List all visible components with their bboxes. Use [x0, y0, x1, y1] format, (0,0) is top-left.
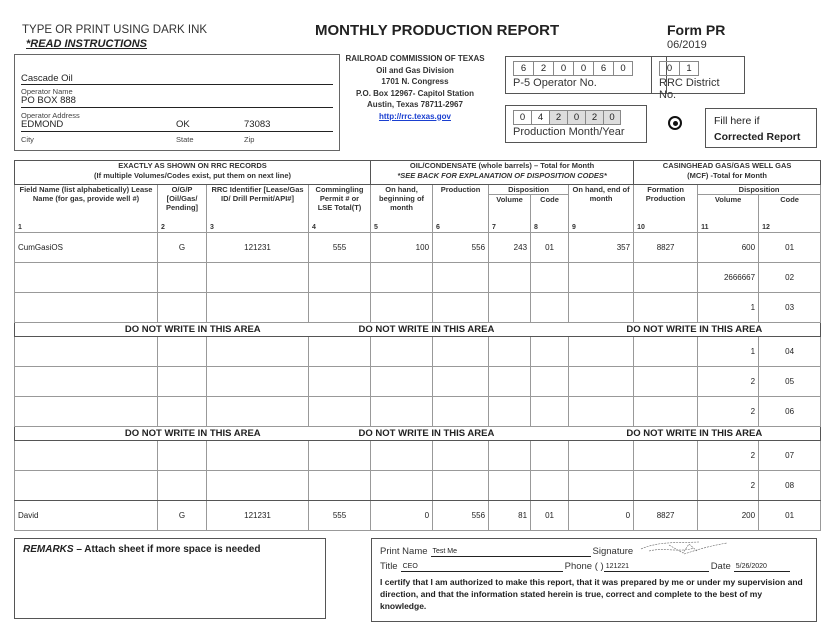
gas-disp-code-cell[interactable]: 02 [759, 263, 821, 293]
oil-disp-volume-cell[interactable] [489, 367, 531, 397]
ink-instruction: TYPE OR PRINT USING DARK INK [22, 24, 208, 36]
p5-operator-digits[interactable] [513, 61, 661, 76]
table-row [15, 233, 821, 263]
rrc-identifier-cell[interactable] [207, 293, 309, 323]
city-field[interactable]: EDMOND [21, 119, 64, 130]
col-number: 5 [374, 224, 378, 231]
form-date: 06/2019 [667, 39, 707, 51]
oil-disp-code-cell[interactable] [531, 337, 569, 367]
oil-on-hand-begin-cell[interactable] [371, 397, 433, 427]
print-name-field[interactable]: Test Me [431, 546, 591, 557]
remarks-note: – Attach sheet if more space is needed [73, 544, 261, 555]
ogp-cell[interactable] [158, 293, 207, 323]
gas-disp-code-cell[interactable]: 07 [759, 441, 821, 471]
remarks-label: REMARKS [23, 544, 74, 555]
table-row [15, 293, 821, 323]
gas-formation-production-cell[interactable]: 8827 [634, 233, 698, 263]
gas-formation-production-cell[interactable] [634, 367, 698, 397]
digit-cell[interactable]: 0 [567, 110, 585, 125]
zip-label: Zip [244, 135, 255, 144]
state-field[interactable]: OK [176, 119, 190, 130]
gas-disp-volume-cell[interactable]: 2 [698, 471, 759, 501]
ogp-cell[interactable]: G [158, 501, 207, 531]
gas-disp-volume-cell[interactable]: 600 [698, 233, 759, 263]
corrected-report-box [705, 108, 817, 148]
col-number: 10 [637, 224, 645, 231]
gas-disp-volume-cell[interactable]: 200 [698, 501, 759, 531]
do-not-write-label: DO NOT WRITE IN THIS AREA [15, 323, 371, 337]
ogp-cell[interactable] [158, 337, 207, 367]
group-header-gas [634, 161, 821, 185]
rrc-identifier-cell[interactable] [207, 441, 309, 471]
ogp-cell[interactable]: G [158, 233, 207, 263]
commingling-permit-cell[interactable] [309, 397, 371, 427]
col-header-7 [489, 195, 531, 233]
col-label: O/G/P [Oil/Gas/ Pending] [165, 185, 199, 212]
oil-disp-code-cell[interactable]: 01 [531, 233, 569, 263]
field-name-cell[interactable] [15, 397, 158, 427]
gas-formation-production-cell[interactable] [634, 397, 698, 427]
remarks-box[interactable] [14, 538, 326, 619]
agency-address [340, 53, 490, 122]
col-header-10 [634, 185, 698, 233]
do-not-write-label: DO NOT WRITE IN THIS AREA [569, 323, 821, 337]
do-not-write-label: DO NOT WRITE IN THIS AREA [15, 427, 371, 441]
oil-production-cell[interactable] [433, 367, 489, 397]
agency-city: Austin, Texas 78711-2967 [367, 100, 463, 109]
digit-cell[interactable]: 2 [549, 110, 567, 125]
commingling-permit-cell[interactable] [309, 441, 371, 471]
agency-website-link[interactable]: http://rrc.texas.gov [378, 111, 451, 121]
ogp-cell[interactable] [158, 263, 207, 293]
digit-cell[interactable]: 0 [513, 110, 531, 125]
digit-cell[interactable]: 1 [679, 61, 699, 76]
district-box [651, 56, 745, 101]
col-header-3 [207, 185, 309, 233]
col-label: On hand, beginning of month [379, 185, 425, 212]
field-name-cell[interactable] [15, 471, 158, 501]
gas-disp-code-cell[interactable]: 01 [759, 233, 821, 263]
digit-cell[interactable]: 0 [573, 61, 593, 76]
rrc-identifier-cell[interactable]: 121231 [207, 501, 309, 531]
col-number: 6 [436, 224, 440, 231]
certification-box [371, 538, 817, 622]
oil-production-cell[interactable] [433, 441, 489, 471]
oil-disp-code-cell[interactable] [531, 367, 569, 397]
commingling-permit-cell[interactable] [309, 293, 371, 323]
do-not-write-row [15, 323, 821, 337]
group-oil-title: OIL/CONDENSATE (whole barrels) – Total for Month [409, 161, 595, 170]
read-instructions-link[interactable]: *READ INSTRUCTIONS [26, 38, 148, 50]
oil-on-hand-end-cell[interactable] [569, 471, 634, 501]
oil-disp-volume-cell[interactable]: 81 [489, 501, 531, 531]
oil-disp-volume-cell[interactable]: 243 [489, 233, 531, 263]
col-header-11 [698, 195, 759, 233]
col-number: 2 [161, 224, 165, 231]
group-rrc-title: EXACTLY AS SHOWN ON RRC RECORDS [118, 161, 267, 170]
district-digits[interactable] [659, 61, 739, 76]
gas-formation-production-cell[interactable] [634, 441, 698, 471]
gas-disp-code-cell[interactable]: 08 [759, 471, 821, 501]
oil-disposition-header: Disposition [489, 185, 569, 195]
agency-po-box: P.O. Box 12967- Capitol Station [355, 88, 475, 98]
gas-disp-code-cell[interactable]: 05 [759, 367, 821, 397]
operator-address-field[interactable]: PO BOX 888 [21, 95, 76, 106]
production-table [14, 160, 821, 531]
title-label: Title [380, 561, 398, 572]
rrc-identifier-cell[interactable] [207, 263, 309, 293]
divider [21, 107, 333, 108]
divider [21, 131, 333, 132]
oil-on-hand-begin-cell[interactable] [371, 337, 433, 367]
field-name-cell[interactable]: CumGasiOS [15, 233, 158, 263]
group-header-oil [371, 161, 634, 185]
city-label: City [21, 135, 34, 144]
oil-on-hand-end-cell[interactable] [569, 263, 634, 293]
gas-disp-code-cell[interactable]: 03 [759, 293, 821, 323]
col-label: On hand, end of month [572, 185, 630, 203]
rrc-identifier-cell[interactable] [207, 367, 309, 397]
col-number: 1 [18, 224, 22, 231]
ogp-cell[interactable] [158, 367, 207, 397]
page-title: MONTHLY PRODUCTION REPORT [315, 22, 560, 39]
col-number: 3 [210, 224, 214, 231]
col-number: 8 [534, 224, 538, 231]
date-field[interactable]: 5/26/2020 [734, 561, 790, 572]
digit-cell[interactable]: 0 [553, 61, 573, 76]
gas-disp-code-cell[interactable]: 06 [759, 397, 821, 427]
do-not-write-label: DO NOT WRITE IN THIS AREA [569, 427, 821, 441]
group-rrc-subtitle: (If multiple Volumes/Codes exist, put them on next line) [94, 171, 291, 180]
oil-production-cell[interactable] [433, 397, 489, 427]
group-gas-subtitle: (MCF) -Total for Month [687, 171, 768, 180]
oil-on-hand-begin-cell[interactable] [371, 367, 433, 397]
operator-info-box [14, 54, 340, 151]
field-name-cell[interactable] [15, 293, 158, 323]
corrected-report-radio[interactable] [668, 116, 682, 130]
ogp-cell[interactable] [158, 441, 207, 471]
oil-on-hand-end-cell[interactable]: 357 [569, 233, 634, 263]
col-label: Code [540, 195, 559, 204]
oil-production-cell[interactable] [433, 337, 489, 367]
group-header-rrc [15, 161, 371, 185]
col-label: Volume [714, 195, 742, 204]
date-label: Date [710, 561, 731, 572]
corrected-line1: Fill here if [714, 115, 760, 127]
col-label: Formation Production [645, 185, 686, 203]
rrc-identifier-cell[interactable] [207, 471, 309, 501]
p5-operator-label: P-5 Operator No. [513, 77, 597, 89]
certification-statement: I certify that I am authorized to make this report, that it was prepared by me or under my supervision and direction, and that the information stated herein is true, correct and complete to the best of my knowledge. [380, 577, 803, 611]
district-label: RRC District No. [659, 77, 720, 101]
col-header-1 [15, 185, 158, 233]
oil-disp-volume-cell[interactable] [489, 471, 531, 501]
agency-name: RAILROAD COMMISSION OF TEXAS [345, 54, 485, 63]
table-row [15, 367, 821, 397]
col-label: RRC Identifier [Lease/Gas ID/ Drill Permit/API#] [211, 185, 304, 203]
gas-disp-volume-cell[interactable]: 2 [698, 397, 759, 427]
gas-disp-volume-cell[interactable]: 2 [698, 367, 759, 397]
oil-production-cell[interactable] [433, 293, 489, 323]
gas-formation-production-cell[interactable] [634, 337, 698, 367]
col-header-8 [531, 195, 569, 233]
oil-disp-volume-cell[interactable] [489, 337, 531, 367]
phone-field[interactable]: 121221 [604, 561, 709, 572]
gas-formation-production-cell[interactable] [634, 471, 698, 501]
commingling-permit-cell[interactable] [309, 337, 371, 367]
group-gas-title: CASINGHEAD GAS/GAS WELL GAS [662, 161, 792, 170]
commingling-permit-cell[interactable]: 555 [309, 233, 371, 263]
form-name: Form PR [667, 22, 726, 38]
col-number: 12 [762, 224, 770, 231]
oil-production-cell[interactable]: 556 [433, 233, 489, 263]
gas-formation-production-cell[interactable] [634, 263, 698, 293]
table-row [15, 471, 821, 501]
zip-field[interactable]: 73083 [244, 119, 271, 130]
col-header-4 [309, 185, 371, 233]
table-row [15, 263, 821, 293]
table-row [15, 337, 821, 367]
production-month-box [505, 105, 647, 143]
signature-scribble-icon[interactable] [639, 539, 729, 557]
gas-disp-volume-cell[interactable]: 1 [698, 337, 759, 367]
col-number: 11 [701, 224, 709, 231]
field-name-cell[interactable] [15, 441, 158, 471]
table-row [15, 441, 821, 471]
field-name-cell[interactable] [15, 337, 158, 367]
operator-address-label: Operator Address [21, 111, 80, 120]
oil-on-hand-end-cell[interactable] [569, 441, 634, 471]
oil-disp-code-cell[interactable]: 01 [531, 501, 569, 531]
print-name-label: Print Name [380, 546, 428, 557]
commingling-permit-cell[interactable] [309, 263, 371, 293]
gas-formation-production-cell[interactable]: 8827 [634, 501, 698, 531]
oil-disp-code-cell[interactable] [531, 441, 569, 471]
production-month-digits[interactable] [513, 110, 641, 125]
gas-disposition-header: Disposition [698, 185, 821, 195]
commingling-permit-cell[interactable] [309, 367, 371, 397]
oil-on-hand-end-cell[interactable] [569, 337, 634, 367]
oil-on-hand-begin-cell[interactable] [371, 441, 433, 471]
oil-disp-code-cell[interactable] [531, 293, 569, 323]
do-not-write-label: DO NOT WRITE IN THIS AREA [371, 323, 569, 337]
gas-disp-volume-cell[interactable]: 2666667 [698, 263, 759, 293]
oil-on-hand-begin-cell[interactable] [371, 471, 433, 501]
rrc-identifier-cell[interactable] [207, 397, 309, 427]
p5-operator-box [505, 56, 667, 94]
oil-disp-volume-cell[interactable] [489, 441, 531, 471]
col-label: Commingling Permit # or LSE Total(T) [315, 185, 364, 212]
digit-cell[interactable]: 4 [531, 110, 549, 125]
col-header-12 [759, 195, 821, 233]
oil-on-hand-end-cell[interactable]: 0 [569, 501, 634, 531]
oil-disp-volume-cell[interactable] [489, 397, 531, 427]
do-not-write-row [15, 427, 821, 441]
digit-cell[interactable]: 0 [603, 110, 621, 125]
gas-formation-production-cell[interactable] [634, 293, 698, 323]
digit-cell[interactable]: 6 [593, 61, 613, 76]
oil-on-hand-end-cell[interactable] [569, 367, 634, 397]
digit-cell[interactable]: 2 [533, 61, 553, 76]
digit-cell[interactable]: 2 [585, 110, 603, 125]
commingling-permit-cell[interactable] [309, 471, 371, 501]
gas-disp-code-cell[interactable]: 01 [759, 501, 821, 531]
agency-street: 1701 N. Congress [381, 77, 449, 86]
digit-cell[interactable]: 6 [513, 61, 533, 76]
table-row [15, 501, 821, 531]
oil-on-hand-begin-cell[interactable] [371, 293, 433, 323]
gas-disp-volume-cell[interactable]: 2 [698, 441, 759, 471]
oil-on-hand-begin-cell[interactable]: 100 [371, 233, 433, 263]
col-number: 7 [492, 224, 496, 231]
oil-disp-code-cell[interactable] [531, 263, 569, 293]
col-label: Production [440, 185, 481, 194]
col-header-6 [433, 185, 489, 233]
oil-on-hand-begin-cell[interactable] [371, 263, 433, 293]
oil-on-hand-begin-cell[interactable]: 0 [371, 501, 433, 531]
field-name-cell[interactable] [15, 367, 158, 397]
ogp-cell[interactable] [158, 471, 207, 501]
col-header-5 [371, 185, 433, 233]
oil-production-cell[interactable] [433, 471, 489, 501]
digit-cell[interactable]: 0 [659, 61, 679, 76]
col-number: 4 [312, 224, 316, 231]
gas-disp-code-cell[interactable]: 04 [759, 337, 821, 367]
oil-disp-code-cell[interactable] [531, 397, 569, 427]
col-label: Volume [496, 195, 523, 204]
do-not-write-label: DO NOT WRITE IN THIS AREA [371, 427, 569, 441]
group-oil-subtitle: *SEE BACK FOR EXPLANATION OF DISPOSITION CODES* [397, 171, 607, 180]
table-row [15, 397, 821, 427]
title-field[interactable]: CEO [401, 561, 563, 572]
oil-disp-volume-cell[interactable] [489, 293, 531, 323]
col-label: Field Name (list alphabetically) Lease Name (for gas, provide well #) [19, 185, 153, 203]
divider [21, 84, 333, 85]
commingling-permit-cell[interactable]: 555 [309, 501, 371, 531]
signature-label: Signature [592, 546, 634, 557]
oil-production-cell[interactable]: 556 [433, 501, 489, 531]
state-label: State [176, 135, 194, 144]
operator-name-field[interactable]: Cascade Oil [21, 73, 73, 84]
rrc-identifier-cell[interactable] [207, 337, 309, 367]
ogp-cell[interactable] [158, 397, 207, 427]
digit-cell[interactable]: 0 [613, 61, 633, 76]
oil-disp-volume-cell[interactable] [489, 263, 531, 293]
oil-production-cell[interactable] [433, 263, 489, 293]
col-number: 9 [572, 224, 576, 231]
field-name-cell[interactable] [15, 263, 158, 293]
oil-on-hand-end-cell[interactable] [569, 293, 634, 323]
col-header-9 [569, 185, 634, 233]
corrected-line2: Corrected Report [714, 131, 801, 143]
oil-disp-code-cell[interactable] [531, 471, 569, 501]
operator-name-label: Operator Name [21, 87, 73, 96]
oil-on-hand-end-cell[interactable] [569, 397, 634, 427]
col-header-2 [158, 185, 207, 233]
phone-label: Phone ( ) [564, 561, 604, 572]
rrc-identifier-cell[interactable]: 121231 [207, 233, 309, 263]
field-name-cell[interactable]: David [15, 501, 158, 531]
agency-division: Oil and Gas Division [376, 65, 454, 75]
production-month-label: Production Month/Year [513, 126, 625, 138]
col-label: Code [780, 195, 799, 204]
gas-disp-volume-cell[interactable]: 1 [698, 293, 759, 323]
